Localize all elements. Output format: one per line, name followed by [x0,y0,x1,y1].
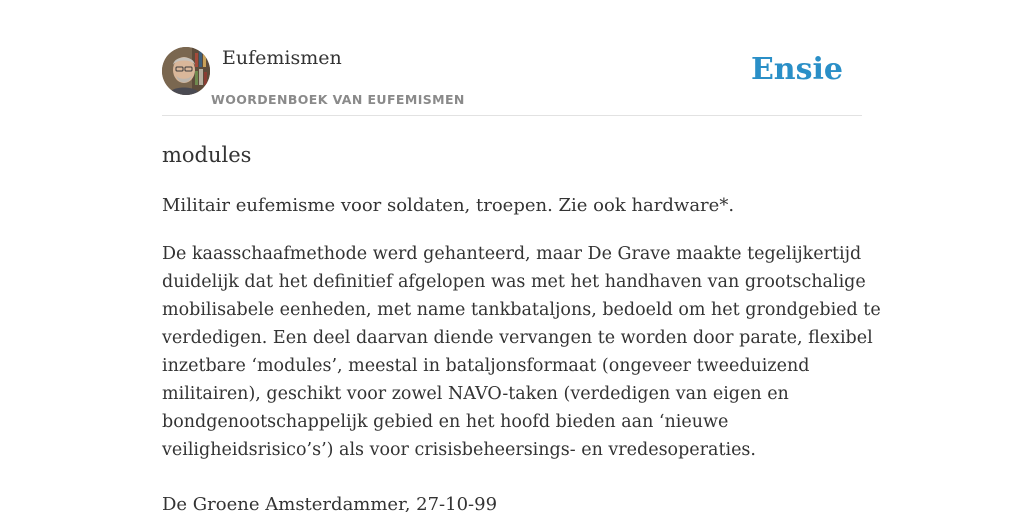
entry-headword: modules [162,143,252,167]
source-label[interactable]: WOORDENBOEK VAN EUFEMISMEN [211,92,465,107]
quote-line: De kaasschaafmethode werd gehanteerd, maar De Grave maakte tegelijkertijd [162,244,862,264]
quote-line: bondgenootschappelijk gebied en het hoofd bieden aan ‘nieuwe [162,412,729,432]
brand-logo[interactable]: Ensie [750,52,843,87]
quote-line: verdedigen. Een deel daarvan diende vervangen te worden door parate, flexibel [162,328,873,348]
quote-line: mobilisabele eenheden, met name tankbataljons, bedoeld om het grondgebied te [162,300,881,320]
quote-line: veiligheidsrisico’s’) als voor crisisbeheersings- en vredesoperaties. [162,440,756,460]
entry-definition: Militair eufemisme voor soldaten, troepen. Zie ook hardware*. [162,195,735,216]
quote-line: duidelijk dat het definitief afgelopen was met het handhaven van grootschalige [162,272,866,292]
entry-citation: De Groene Amsterdammer, 27-10-99 [162,494,498,512]
entry-quote [162,240,881,464]
author-avatar[interactable] [162,47,210,95]
avatar-photo [162,47,210,95]
quote-line: militairen), geschikt voor zowel NAVO-taken (verdedigen van eigen en [162,384,789,404]
header-divider [162,115,862,116]
author-name[interactable]: Eufemismen [222,47,342,69]
quote-line: inzetbare ‘modules’, meestal in bataljonsformaat (ongeveer tweeduizend [162,356,810,376]
